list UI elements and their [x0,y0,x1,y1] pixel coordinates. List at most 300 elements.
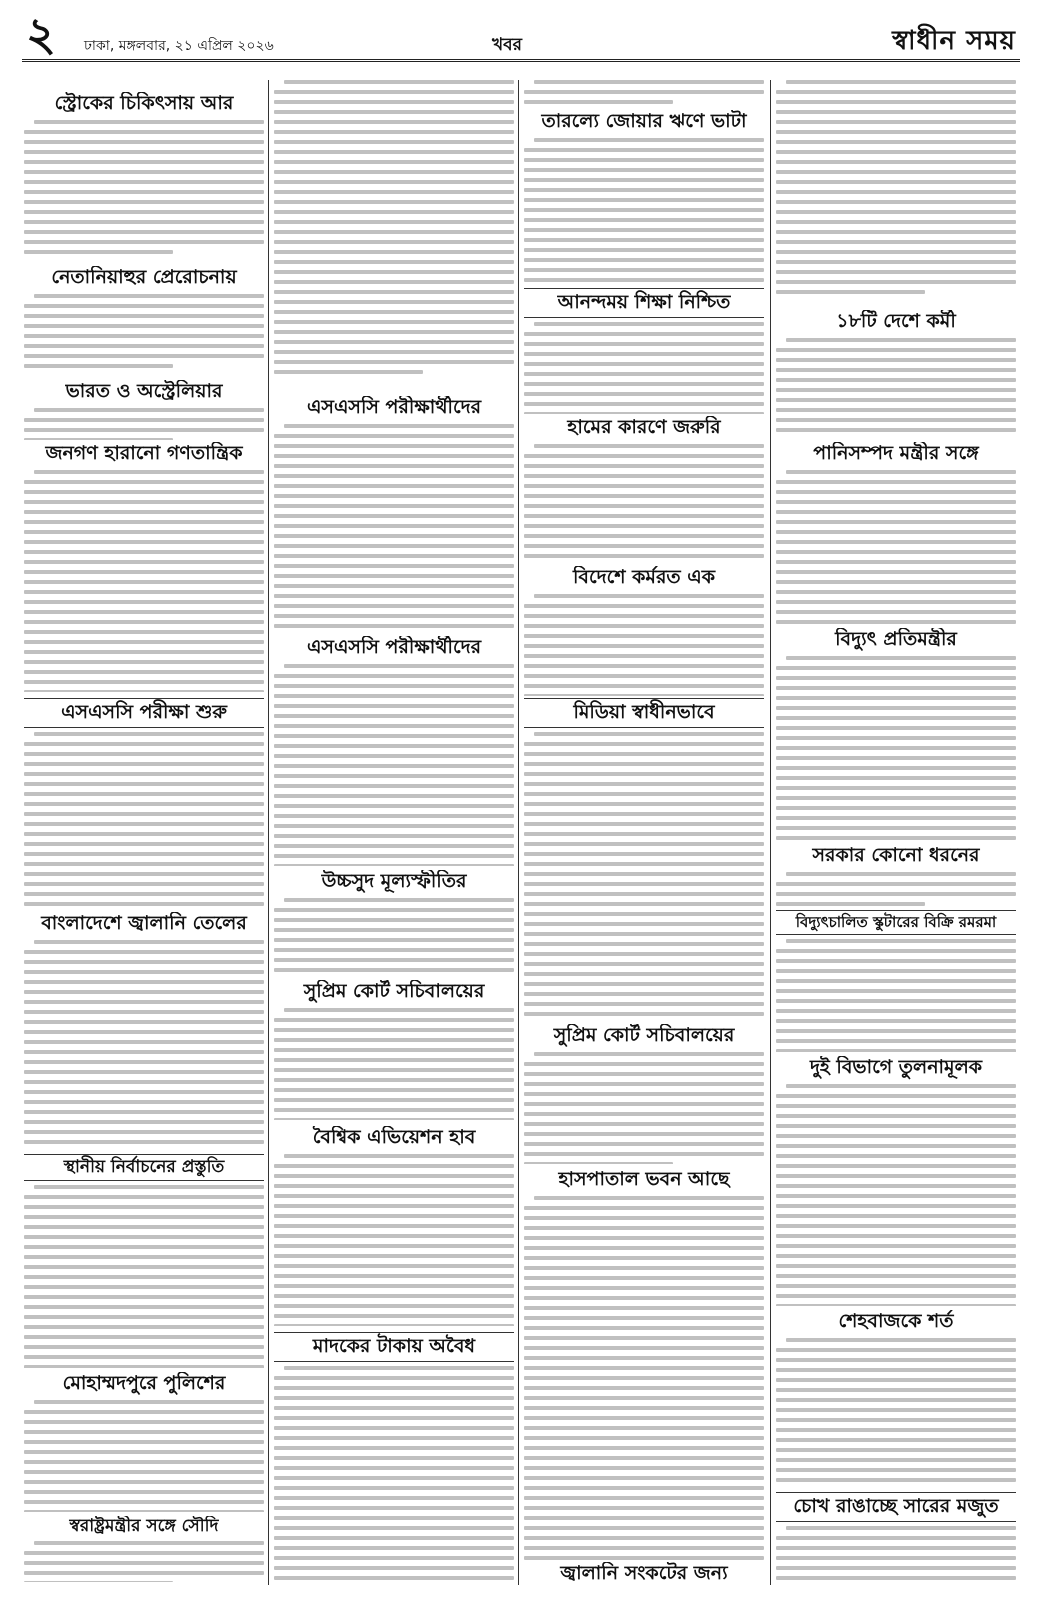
text-line [776,120,1016,124]
text-line [524,178,764,182]
text-line [524,1526,764,1530]
text-line [524,352,764,356]
text-line [776,1556,1016,1560]
text-line [524,1556,764,1560]
text-line [776,1458,1016,1462]
text-line [776,160,1016,164]
article [24,1154,264,1368]
text-line [274,928,514,932]
text-line [786,1084,1016,1088]
text-line [24,1130,264,1134]
text-line [524,1486,764,1490]
headline: তারল্যে জোয়ার ঋণে ভাটা [541,110,747,132]
text-line [24,1500,264,1504]
text-line [524,1162,673,1164]
text-line [24,1030,264,1034]
column-2 [274,80,514,1585]
column-1 [24,80,264,1585]
text-line [24,190,264,194]
text-line [24,210,264,214]
article-body [776,1338,1016,1488]
text-line [274,948,514,952]
text-line [776,816,1016,820]
article-body [274,664,514,866]
page-number: ২ [26,7,56,61]
text-line [24,1285,264,1289]
text-line [524,1092,764,1096]
text-line [284,898,514,902]
text-line [24,240,264,244]
text-line [776,378,1016,382]
text-line [524,694,764,696]
headline: মোহাম্মদপুরে পুলিশের [62,1372,226,1394]
headline: স্ট্রোকের চিকিৎসায় আর [54,92,234,114]
text-line [24,590,264,594]
text-line [534,594,764,598]
text-line [274,1506,514,1510]
text-line [24,140,264,144]
text-line [274,1058,514,1062]
text-line [776,210,1016,214]
text-line [524,922,764,926]
article-body [274,1008,514,1120]
text-line [776,480,1016,484]
text-line [776,806,1016,810]
article [274,870,514,976]
text-line [24,520,264,524]
text-line [34,470,264,474]
text-line [24,1215,264,1219]
text-line [274,724,514,728]
text-line [776,836,1016,840]
text-line [534,1196,764,1200]
text-line [524,792,764,796]
text-line [274,1376,514,1380]
text-line [274,1546,514,1550]
text-line [274,1118,514,1120]
text-line [24,1040,264,1044]
text-line [24,782,264,786]
text-line [524,372,764,376]
text-line [24,1120,264,1124]
article-body [274,80,514,374]
text-line [776,1438,1016,1442]
text-line [274,1396,514,1400]
text-line [524,474,764,478]
column-4 [776,80,1016,1585]
text-line [274,320,514,324]
text-line [776,1174,1016,1178]
article [274,1126,514,1326]
text-line [34,1541,264,1545]
text-line [24,1140,264,1144]
text-line [776,1294,1016,1298]
text-line [24,1460,264,1464]
text-line [524,674,764,678]
article [776,1492,1016,1584]
text-line [776,726,1016,730]
text-line [274,1466,514,1470]
text-line [274,534,514,538]
text-line [524,772,764,776]
text-line [524,1516,764,1520]
article-body [24,1185,264,1368]
text-line [24,1470,264,1474]
text-line [524,762,764,766]
column-rule [518,80,519,1585]
text-line [776,490,1016,494]
text-line [24,822,264,826]
text-line [776,1448,1016,1452]
text-line [776,1134,1016,1138]
text-line [24,1235,264,1239]
text-line [24,772,264,776]
text-line [776,766,1016,770]
text-line [524,524,764,528]
text-line [776,1194,1016,1198]
text-line [24,540,264,544]
text-line [24,1060,264,1064]
text-line [274,1068,514,1072]
text-line [24,990,264,994]
text-line [24,314,264,318]
article-body [24,1400,264,1512]
article-body [524,1052,764,1164]
text-line [524,1132,764,1136]
text-line [274,864,514,866]
text-line [524,1336,764,1340]
text-line [524,1506,764,1510]
text-line [776,580,1016,584]
text-line [524,972,764,976]
text-line [274,1194,514,1198]
text-line [524,1546,764,1550]
text-line [524,822,764,826]
text-line [274,1078,514,1082]
text-line [24,1295,264,1299]
text-line [776,180,1016,184]
text-line [524,554,764,558]
text-line [24,980,264,984]
text-line [776,240,1016,244]
text-line [24,1205,264,1209]
text-line [776,230,1016,234]
text-line [776,979,1016,983]
article-body [776,1084,1016,1306]
text-line [776,969,1016,973]
article [776,1056,1016,1306]
text-line [274,704,514,708]
text-line [524,852,764,856]
text-line [274,1416,514,1420]
text-line [534,80,764,84]
article [274,396,514,632]
text-line [776,706,1016,710]
text-line [524,342,764,346]
text-line [284,664,514,668]
text-line [274,160,514,164]
text-line [274,938,514,942]
text-line [274,180,514,184]
text-line [776,776,1016,780]
text-line [274,824,514,828]
text-line [786,1338,1016,1342]
column-3 [524,80,764,1585]
text-line [24,200,264,204]
article [524,566,764,696]
headline: উচ্চসুদ মূল্যস্ফীতির [321,870,467,892]
text-line [24,1110,264,1114]
text-line [524,544,764,548]
text-line [24,852,264,856]
text-line [24,250,173,254]
text-line [24,1245,264,1249]
text-line [274,1284,514,1288]
headline: দুই বিভাগে তুলনামূলক [809,1056,983,1078]
article-body [274,424,514,632]
text-line [776,1358,1016,1362]
text-line [24,364,173,368]
article-body [24,408,264,440]
text-line [274,1304,514,1308]
text-line [776,600,1016,604]
text-line [274,564,514,568]
text-line [524,1356,764,1360]
text-line [24,640,264,644]
text-line [776,999,1016,1003]
text-line [284,424,514,428]
text-line [524,1082,764,1086]
text-line [524,218,764,222]
text-line [524,1246,764,1250]
text-line [776,1478,1016,1482]
text-line [24,1510,264,1512]
text-line [24,792,264,796]
text-line [776,696,1016,700]
text-line [776,959,1016,963]
text-line [274,240,514,244]
text-line [524,248,764,252]
text-line [24,1420,264,1424]
text-line [24,1195,264,1199]
text-line [524,932,764,936]
headline: হামের কারণে জরুরি [567,416,721,438]
text-line [274,190,514,194]
text-line [24,610,264,614]
text-line [524,842,764,846]
headline: পানিসম্পদ মন্ত্রীর সঙ্গে [813,442,979,464]
text-line [274,454,514,458]
text-line [776,1468,1016,1472]
column-rule [268,80,269,1585]
text-line [24,970,264,974]
text-line [274,310,514,314]
headline: ভারত ও অস্ট্রেলিয়ার [65,380,223,402]
article-body [24,470,264,692]
text-line [524,514,764,518]
text-line [524,1426,764,1430]
text-line [24,510,264,514]
text-line [776,388,1016,392]
text-line [24,150,264,154]
text-line [24,680,264,684]
text-line [24,960,264,964]
article [24,92,264,260]
text-line [524,158,764,162]
text-line [776,1576,1016,1580]
text-line [24,1450,264,1454]
text-line [24,1090,264,1094]
text-line [524,148,764,152]
text-line [274,100,514,104]
text-line [776,756,1016,760]
text-line [274,230,514,234]
text-line [786,656,1016,660]
text-line [24,1440,264,1444]
text-line [274,484,514,488]
text-line [24,842,264,846]
text-line [274,774,514,778]
text-line [776,610,1016,614]
article-body [776,656,1016,840]
text-line [524,1152,764,1156]
text-line [524,1256,764,1260]
article [524,80,764,108]
text-line [24,1335,264,1339]
article [776,1310,1016,1488]
text-line [776,358,1016,362]
text-line [34,120,264,124]
article [24,912,264,1150]
text-line [776,882,1016,886]
headline: চোখ রাঙাচ্ছে সারের মজুত [776,1492,1016,1522]
text-line [524,654,764,658]
text-line [284,1366,514,1370]
article-body [274,1154,514,1326]
text-line [524,942,764,946]
headline: বিদ্যুৎ প্রতিমন্ত্রীর [835,628,957,650]
text-line [274,220,514,224]
text-line [524,1296,764,1300]
text-line [274,1254,514,1258]
text-line [274,834,514,838]
text-line [24,1050,264,1054]
text-line [524,1436,764,1440]
text-line [274,280,514,284]
text-line [24,1480,264,1484]
text-line [524,752,764,756]
text-line [274,150,514,154]
article [24,698,264,908]
text-line [24,862,264,866]
article [24,380,264,440]
text-line [284,1154,514,1158]
text-line [274,764,514,768]
text-line [24,230,264,234]
article [776,628,1016,840]
text-line [776,1284,1016,1288]
text-line [776,989,1016,993]
text-line [524,812,764,816]
article [274,980,514,1120]
text-line [534,138,764,142]
text-line [524,454,764,458]
text-line [524,90,764,94]
text-line [274,90,514,94]
text-line [776,510,1016,514]
text-line [24,1275,264,1279]
text-line [776,1254,1016,1258]
text-line [274,1088,514,1092]
text-line [534,732,764,736]
text-line [274,1028,514,1032]
text-line [524,208,764,212]
text-line [24,1265,264,1269]
text-line [274,574,514,578]
text-line [274,814,514,818]
text-line [524,1286,764,1290]
text-line [776,620,1016,624]
text-line [776,1144,1016,1148]
text-line [776,686,1016,690]
text-line [776,796,1016,800]
text-line [24,600,264,604]
text-line [24,580,264,584]
text-line [776,190,1016,194]
text-line [274,1234,514,1238]
text-line [274,1314,514,1318]
text-line [24,690,264,692]
text-line [274,968,514,972]
text-line [274,794,514,798]
article-body [776,80,1016,294]
text-line [274,1294,514,1298]
text-line [524,1306,764,1310]
text-line [524,1406,764,1410]
text-line [524,1376,764,1380]
text-line [274,1536,514,1540]
text-line [776,892,1016,896]
text-line [524,832,764,836]
headline: মাদকের টাকায় অবৈধ [274,1332,514,1362]
text-line [776,530,1016,534]
text-line [274,434,514,438]
text-line [524,1396,764,1400]
text-line [776,200,1016,204]
text-line [776,1154,1016,1158]
text-line [524,278,764,282]
article-body [776,872,1016,906]
article-body [776,939,1016,1052]
text-line [24,802,264,806]
text-line [24,892,264,896]
text-line [524,1446,764,1450]
text-line [776,1164,1016,1168]
article-body [524,594,764,696]
text-line [24,742,264,746]
masthead [22,7,1020,62]
text-line [776,1566,1016,1570]
text-line [274,1496,514,1500]
text-line [524,484,764,488]
text-line [274,1516,514,1520]
text-line [274,804,514,808]
text-line [524,782,764,786]
text-line [776,1039,1016,1043]
text-line [776,1124,1016,1128]
text-line [274,1098,514,1102]
text-line [776,140,1016,144]
